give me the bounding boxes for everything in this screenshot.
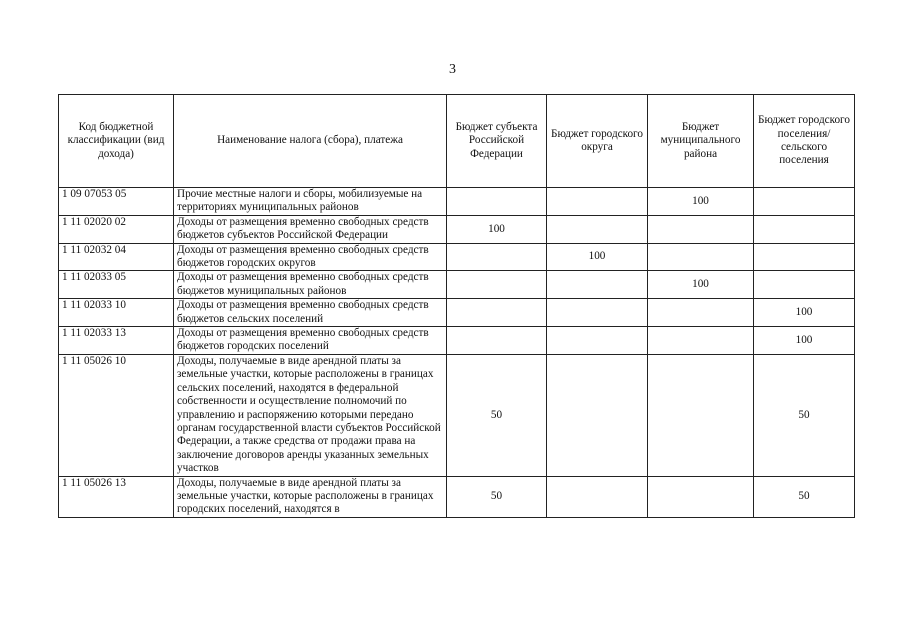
row-subject-value <box>447 327 547 355</box>
header-settlement-budget: Бюджет городского поселения/ сельского поселения <box>754 95 855 188</box>
row-city-district-value <box>547 215 648 243</box>
row-city-district-value <box>547 271 648 299</box>
row-subject-value <box>447 188 547 216</box>
table-row <box>59 354 855 476</box>
row-code: 1 11 02033 10 <box>59 299 174 327</box>
row-subject-value: 50 <box>447 476 547 517</box>
row-city-district-value <box>547 476 648 517</box>
row-municipal-district-value <box>648 299 754 327</box>
row-name: Доходы от размещения временно свободных средств бюджетов городских округов <box>174 243 447 271</box>
row-municipal-district-value <box>648 354 754 476</box>
row-subject-value <box>447 243 547 271</box>
row-code: 1 11 02033 13 <box>59 327 174 355</box>
row-municipal-district-value <box>648 327 754 355</box>
table-row <box>59 299 855 327</box>
header-subject-budget: Бюджет субъекта Российской Федерации <box>447 95 547 188</box>
budget-classification-table <box>58 94 855 518</box>
row-subject-value: 50 <box>447 354 547 476</box>
row-settlement-value <box>754 271 855 299</box>
row-subject-value <box>447 271 547 299</box>
table-row <box>59 271 855 299</box>
table-row <box>59 215 855 243</box>
row-settlement-value <box>754 188 855 216</box>
row-city-district-value: 100 <box>547 243 648 271</box>
row-settlement-value: 100 <box>754 299 855 327</box>
header-code: Код бюджетной классификации (вид дохода) <box>59 95 174 188</box>
row-municipal-district-value <box>648 215 754 243</box>
table-row <box>59 243 855 271</box>
row-city-district-value <box>547 327 648 355</box>
table-row <box>59 476 855 517</box>
row-code: 1 09 07053 05 <box>59 188 174 216</box>
row-name: Доходы от размещения временно свободных средств бюджетов городских поселений <box>174 327 447 355</box>
page-number: 3 <box>449 62 456 77</box>
row-code: 1 11 02020 02 <box>59 215 174 243</box>
row-name: Доходы от размещения временно свободных средств бюджетов муниципальных районов <box>174 271 447 299</box>
row-city-district-value <box>547 354 648 476</box>
row-subject-value <box>447 299 547 327</box>
table-header-row <box>59 95 855 188</box>
row-name: Прочие местные налоги и сборы, мобилизуемые на территориях муниципальных районов <box>174 188 447 216</box>
row-city-district-value <box>547 188 648 216</box>
row-settlement-value: 50 <box>754 476 855 517</box>
table-row <box>59 188 855 216</box>
row-name: Доходы от размещения временно свободных средств бюджетов субъектов Российской Федерации <box>174 215 447 243</box>
row-settlement-value <box>754 215 855 243</box>
row-municipal-district-value <box>648 243 754 271</box>
row-city-district-value <box>547 299 648 327</box>
row-code: 1 11 05026 13 <box>59 476 174 517</box>
row-settlement-value <box>754 243 855 271</box>
row-name: Доходы от размещения временно свободных средств бюджетов сельских поселений <box>174 299 447 327</box>
row-name: Доходы, получаемые в виде арендной платы за земельные участки, которые расположены в границах городских поселений, находятся в <box>174 476 447 517</box>
row-code: 1 11 02032 04 <box>59 243 174 271</box>
row-settlement-value: 100 <box>754 327 855 355</box>
row-code: 1 11 02033 05 <box>59 271 174 299</box>
row-settlement-value: 50 <box>754 354 855 476</box>
row-code: 1 11 05026 10 <box>59 354 174 476</box>
header-municipal-district-budget: Бюджет муниципального района <box>648 95 754 188</box>
row-name: Доходы, получаемые в виде арендной платы за земельные участки, которые расположены в границах сельских поселений, находятся в федеральной собственности и осуществление полномочий по управлению и распоряжению которыми передано органам государственной власти субъектов Российской Федерации, а также средства от продажи права на заключение договоров аренды указанных земельных участков <box>174 354 447 476</box>
header-name: Наименование налога (сбора), платежа <box>174 95 447 188</box>
header-city-district-budget: Бюджет городского округа <box>547 95 648 188</box>
row-municipal-district-value: 100 <box>648 188 754 216</box>
row-municipal-district-value <box>648 476 754 517</box>
row-municipal-district-value: 100 <box>648 271 754 299</box>
row-subject-value: 100 <box>447 215 547 243</box>
table-row <box>59 327 855 355</box>
